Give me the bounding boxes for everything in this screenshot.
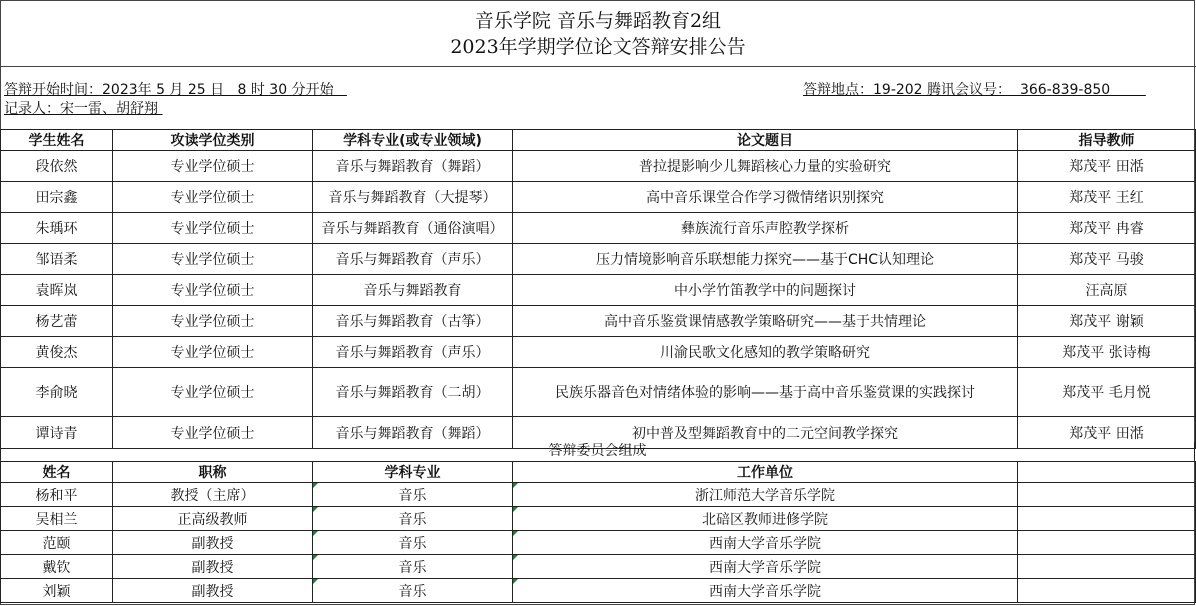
title-divider bbox=[0, 66, 1196, 67]
table-row bbox=[1, 275, 1196, 306]
cell-thesis-title[interactable]: 高中音乐课堂合作学习微情绪识别探究 bbox=[513, 182, 1018, 213]
committee-header-row bbox=[1, 462, 1196, 483]
cell-empty[interactable] bbox=[1018, 531, 1196, 555]
cell-major[interactable]: 音乐与舞蹈教育（舞蹈） bbox=[313, 417, 513, 449]
location-label: 答辩地点： bbox=[803, 82, 873, 98]
cell-member-major[interactable]: 音乐 bbox=[313, 507, 513, 531]
cell-member-title[interactable]: 正高级教师 bbox=[113, 507, 313, 531]
cell-thesis-title[interactable]: 民族乐器音色对情绪体验的影响——基于高中音乐鉴赏课的实践探讨 bbox=[513, 368, 1018, 417]
cell-degree-type[interactable]: 专业学位硕士 bbox=[113, 182, 313, 213]
cell-student-name[interactable]: 朱瑀环 bbox=[1, 213, 113, 244]
committee-header-empty bbox=[1018, 462, 1196, 483]
cell-member-workplace[interactable]: 北碚区教师进修学院 bbox=[513, 507, 1018, 531]
cell-empty[interactable] bbox=[1018, 483, 1196, 507]
cell-member-name[interactable]: 戴钦 bbox=[1, 555, 113, 579]
cell-advisor[interactable]: 郑茂平 田湉 bbox=[1018, 417, 1196, 449]
cell-advisor[interactable]: 郑茂平 谢颖 bbox=[1018, 306, 1196, 337]
table-header-row bbox=[1, 130, 1196, 151]
cell-member-major[interactable]: 音乐 bbox=[313, 483, 513, 507]
table-row bbox=[1, 151, 1196, 182]
cell-thesis-title[interactable]: 彝族流行音乐声腔教学探析 bbox=[513, 213, 1018, 244]
page-title-line2: 2023年学期学位论文答辩安排公告 bbox=[450, 36, 746, 58]
cell-degree-type[interactable]: 专业学位硕士 bbox=[113, 337, 313, 368]
start-time-label: 答辩开始时间： bbox=[4, 82, 102, 98]
committee-section-title: 答辩委员会组成 bbox=[0, 442, 1195, 460]
committee-header-workplace: 工作单位 bbox=[513, 462, 1018, 483]
committee-row bbox=[1, 531, 1196, 555]
table-row bbox=[1, 213, 1196, 244]
cell-member-workplace[interactable]: 西南大学音乐学院 bbox=[513, 531, 1018, 555]
cell-student-name[interactable]: 李俞晓 bbox=[1, 368, 113, 417]
committee-row bbox=[1, 579, 1196, 603]
committee-table bbox=[0, 461, 1196, 603]
cell-major[interactable]: 音乐与舞蹈教育（声乐） bbox=[313, 244, 513, 275]
cell-advisor[interactable]: 郑茂平 马骏 bbox=[1018, 244, 1196, 275]
committee-row bbox=[1, 483, 1196, 507]
thesis-defense-table bbox=[0, 129, 1196, 449]
cell-member-title[interactable]: 副教授 bbox=[113, 555, 313, 579]
cell-member-workplace[interactable]: 浙江师范大学音乐学院 bbox=[513, 483, 1018, 507]
cell-major[interactable]: 音乐与舞蹈教育（二胡） bbox=[313, 368, 513, 417]
cell-degree-type[interactable]: 专业学位硕士 bbox=[113, 275, 313, 306]
cell-thesis-title[interactable]: 压力情境影响音乐联想能力探究——基于CHC认知理论 bbox=[513, 244, 1018, 275]
cell-major[interactable]: 音乐与舞蹈教育（舞蹈） bbox=[313, 151, 513, 182]
table-row bbox=[1, 337, 1196, 368]
cell-member-name[interactable]: 刘颖 bbox=[1, 579, 113, 603]
cell-member-title[interactable]: 教授（主席） bbox=[113, 483, 313, 507]
cell-advisor[interactable]: 郑茂平 冉睿 bbox=[1018, 213, 1196, 244]
committee-header-name: 姓名 bbox=[1, 462, 113, 483]
header-major: 学科专业(或专业领域) bbox=[313, 130, 513, 151]
defense-location bbox=[803, 81, 1146, 99]
cell-member-name[interactable]: 杨和平 bbox=[1, 483, 113, 507]
cell-empty[interactable] bbox=[1018, 579, 1196, 603]
cell-member-workplace[interactable]: 西南大学音乐学院 bbox=[513, 555, 1018, 579]
cell-student-name[interactable]: 段依然 bbox=[1, 151, 113, 182]
committee-header-title: 职称 bbox=[113, 462, 313, 483]
cell-advisor[interactable]: 汪高原 bbox=[1018, 275, 1196, 306]
cell-member-title[interactable]: 副教授 bbox=[113, 579, 313, 603]
cell-member-major[interactable]: 音乐 bbox=[313, 531, 513, 555]
cell-degree-type[interactable]: 专业学位硕士 bbox=[113, 417, 313, 449]
cell-degree-type[interactable]: 专业学位硕士 bbox=[113, 151, 313, 182]
recorder bbox=[4, 100, 162, 118]
cell-degree-type[interactable]: 专业学位硕士 bbox=[113, 244, 313, 275]
cell-thesis-title[interactable]: 高中音乐鉴赏课情感教学策略研究——基于共情理论 bbox=[513, 306, 1018, 337]
table-row bbox=[1, 368, 1196, 417]
committee-row bbox=[1, 507, 1196, 531]
cell-degree-type[interactable]: 专业学位硕士 bbox=[113, 213, 313, 244]
table-row bbox=[1, 244, 1196, 275]
recorder-label: 记录人： bbox=[4, 101, 60, 117]
committee-row bbox=[1, 555, 1196, 579]
defense-start-time bbox=[4, 81, 347, 99]
cell-major[interactable]: 音乐与舞蹈教育（大提琴） bbox=[313, 182, 513, 213]
table-row bbox=[1, 306, 1196, 337]
cell-major[interactable]: 音乐与舞蹈教育（声乐） bbox=[313, 337, 513, 368]
cell-advisor[interactable]: 郑茂平 田湉 bbox=[1018, 151, 1196, 182]
cell-member-name[interactable]: 范颐 bbox=[1, 531, 113, 555]
cell-member-major[interactable]: 音乐 bbox=[313, 555, 513, 579]
cell-member-major[interactable]: 音乐 bbox=[313, 579, 513, 603]
start-time-value: 2023年 5 月 25 日 8 时 30 分开始 bbox=[102, 82, 347, 98]
cell-empty[interactable] bbox=[1018, 507, 1196, 531]
cell-member-title[interactable]: 副教授 bbox=[113, 531, 313, 555]
cell-thesis-title[interactable]: 初中普及型舞蹈教育中的二元空间教学探究 bbox=[513, 417, 1018, 449]
cell-student-name[interactable]: 谭诗青 bbox=[1, 417, 113, 449]
cell-thesis-title[interactable]: 普拉提影响少儿舞蹈核心力量的实验研究 bbox=[513, 151, 1018, 182]
location-value: 19-202 腾讯会议号： 366-839-850 bbox=[873, 82, 1146, 98]
cell-member-workplace[interactable]: 西南大学音乐学院 bbox=[513, 579, 1018, 603]
cell-student-name[interactable]: 袁晖岚 bbox=[1, 275, 113, 306]
cell-student-name[interactable]: 邹语柔 bbox=[1, 244, 113, 275]
cell-thesis-title[interactable]: 中小学竹笛教学中的问题探讨 bbox=[513, 275, 1018, 306]
cell-degree-type[interactable]: 专业学位硕士 bbox=[113, 306, 313, 337]
cell-major[interactable]: 音乐与舞蹈教育 bbox=[313, 275, 513, 306]
header-degree-type: 攻读学位类别 bbox=[113, 130, 313, 151]
header-student-name: 学生姓名 bbox=[1, 130, 113, 151]
cell-major[interactable]: 音乐与舞蹈教育（古筝） bbox=[313, 306, 513, 337]
cell-degree-type[interactable]: 专业学位硕士 bbox=[113, 368, 313, 417]
cell-student-name[interactable]: 杨艺蕾 bbox=[1, 306, 113, 337]
header-advisor: 指导教师 bbox=[1018, 130, 1196, 151]
cell-thesis-title[interactable]: 川渝民歌文化感知的教学策略研究 bbox=[513, 337, 1018, 368]
cell-student-name[interactable]: 黄俊杰 bbox=[1, 337, 113, 368]
cell-student-name[interactable]: 田宗鑫 bbox=[1, 182, 113, 213]
cell-major[interactable]: 音乐与舞蹈教育（通俗演唱） bbox=[313, 213, 513, 244]
cell-advisor[interactable]: 郑茂平 张诗梅 bbox=[1018, 337, 1196, 368]
recorder-value: 宋一雷、胡舒翔 bbox=[60, 101, 163, 117]
cell-member-name[interactable]: 吴相兰 bbox=[1, 507, 113, 531]
table-row bbox=[1, 182, 1196, 213]
header-thesis-title: 论文题目 bbox=[513, 130, 1018, 151]
cell-advisor[interactable]: 郑茂平 王红 bbox=[1018, 182, 1196, 213]
committee-header-major: 学科专业 bbox=[313, 462, 513, 483]
cell-empty[interactable] bbox=[1018, 555, 1196, 579]
page-title-line1: 音乐学院 音乐与舞蹈教育2组 bbox=[474, 10, 722, 32]
cell-advisor[interactable]: 郑茂平 毛月悦 bbox=[1018, 368, 1196, 417]
